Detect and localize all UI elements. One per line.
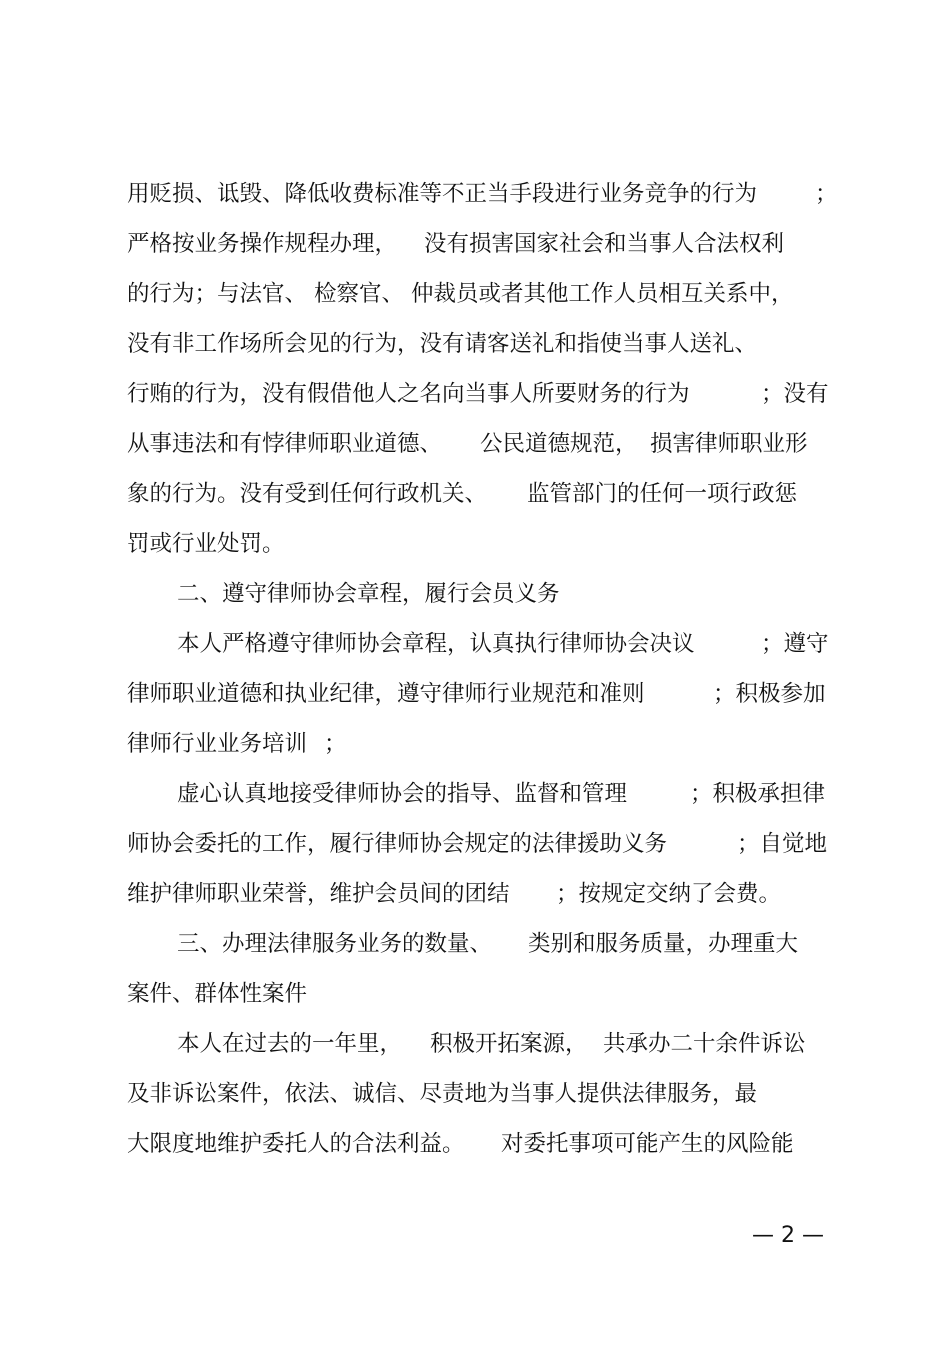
text-segment: 及非诉讼案件，依法、诚信、尽责地为当事人提供法律服务，最 [127, 1081, 758, 1107]
text-segment: 象的行为。没有受到任何行政机关、 [127, 481, 488, 507]
text-line [0, 174, 950, 214]
text-segment: 大限度地维护委托人的合法利益。 [127, 1131, 465, 1157]
text-segment: ；积极承担律 [690, 781, 826, 807]
text-segment: 行贿的行为，没有假借他人之名向当事人所要财务的行为 [127, 381, 690, 407]
text-segment: 仲裁员或者其他工作人员相互关系中， [411, 281, 794, 307]
text-line [0, 424, 950, 464]
text-segment: 公民道德规范， [480, 431, 638, 457]
text-segment: 案件、群体性案件 [127, 981, 308, 1007]
text-line [0, 1024, 950, 1064]
text-segment: 对委托事项可能产生的风险能 [501, 1131, 794, 1157]
page-number: — 2 — [752, 1223, 824, 1248]
text-line [0, 474, 950, 514]
text-line [0, 1124, 950, 1164]
text-segment: 共承办二十余件诉讼 [603, 1031, 806, 1057]
text-segment: 二、遵守律师协会章程，履行会员义务 [177, 581, 560, 607]
text-segment: 损害律师职业形 [650, 431, 808, 457]
text-segment: 本人在过去的一年里， [177, 1031, 403, 1057]
text-segment: 维护律师职业荣誉，维护会员间的团结 [127, 881, 510, 907]
text-segment: 检察官、 [314, 281, 405, 307]
text-segment: 类别和服务质量，办理重大 [528, 931, 799, 957]
text-line [0, 924, 950, 964]
text-segment: 律师职业道德和执业纪律，遵守律师行业规范和准则 [127, 681, 645, 707]
text-segment: 严格按业务操作规程办理， [127, 231, 398, 257]
text-segment: ； [815, 181, 838, 207]
text-line [0, 674, 950, 714]
text-segment: 师协会委托的工作，履行律师协会规定的法律援助义务 [127, 831, 668, 857]
text-line [0, 374, 950, 414]
text-segment: 积极开拓案源， [430, 1031, 588, 1057]
text-segment: 三、办理法律服务业务的数量、 [177, 931, 493, 957]
text-segment: 罚或行业处罚。 [127, 531, 285, 557]
text-line [0, 324, 950, 364]
text-segment: 没有非工作场所会见的行为，没有请客送礼和指使当事人送礼、 [127, 331, 758, 357]
text-segment: 用贬损、诋毁、降低收费标准等不正当手段进行业务竞争的行为 [127, 181, 758, 207]
text-line [0, 724, 950, 764]
text-segment: ；没有 [761, 381, 829, 407]
text-line [0, 974, 950, 1014]
text-line [0, 524, 950, 564]
text-segment: ； [324, 731, 347, 757]
text-segment: 的行为；与法官、 [127, 281, 308, 307]
text-line [0, 1074, 950, 1114]
text-segment: 本人严格遵守律师协会章程，认真执行律师协会决议 [177, 631, 695, 657]
text-line [0, 824, 950, 864]
text-line [0, 624, 950, 664]
text-segment: ；自觉地 [737, 831, 828, 857]
text-line [0, 574, 950, 614]
text-segment: 从事违法和有悖律师职业道德、 [127, 431, 443, 457]
text-segment: 监管部门的任何一项行政惩 [527, 481, 798, 507]
text-segment: ；遵守 [761, 631, 829, 657]
text-line [0, 874, 950, 914]
text-segment: 虚心认真地接受律师协会的指导、监督和管理 [177, 781, 628, 807]
text-segment: 没有损害国家社会和当事人合法权利 [424, 231, 785, 257]
text-segment: ；积极参加 [713, 681, 826, 707]
text-segment: 律师行业业务培训 [127, 731, 308, 757]
text-segment: ；按规定交纳了会费。 [556, 881, 782, 907]
text-line [0, 224, 950, 264]
text-line [0, 774, 950, 814]
text-line [0, 274, 950, 314]
